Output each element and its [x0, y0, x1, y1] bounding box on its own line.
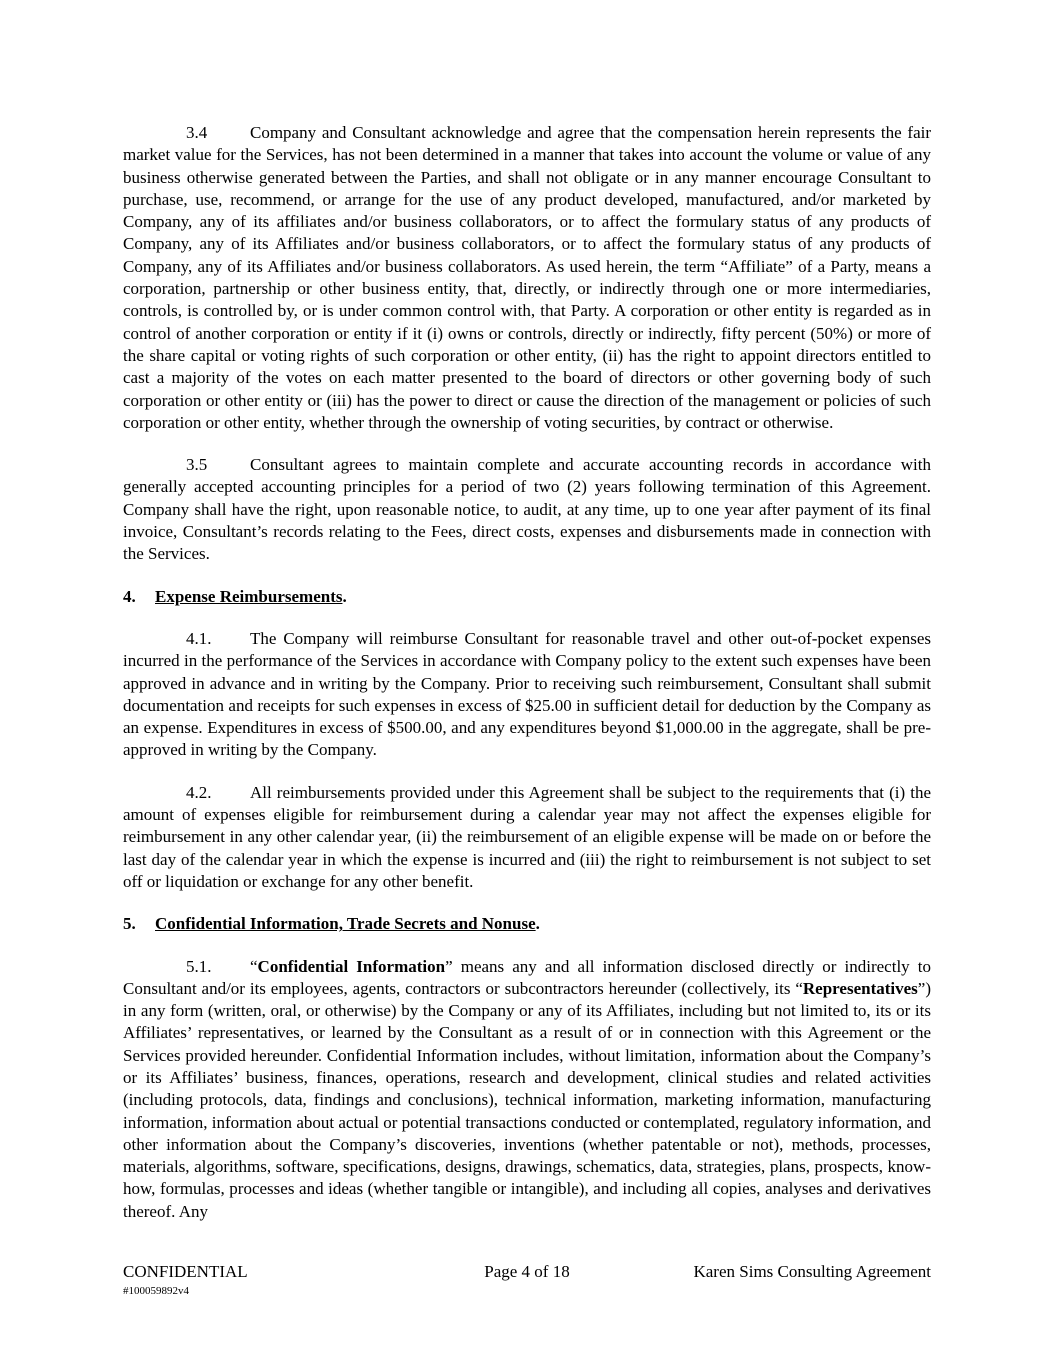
paragraph-4-1 — [123, 628, 931, 762]
footer-document-title: Karen Sims Consulting Agreement — [693, 1262, 931, 1281]
defined-term-representatives: Representatives — [802, 978, 918, 998]
section-title-4-period: . — [342, 586, 347, 606]
document-body — [123, 122, 931, 1243]
section-heading-4 — [123, 586, 931, 608]
paragraph-4-1-text: The Company will reimburse Consultant for reasonable travel and other out-of-pocket expenses incurred in the performance of the Services in accordance with Company policy to the extent such expenses have been approved in advance and in writing by the Company. Prior to receiving such reimbursement, Consultant shall submit documentation and receipts for such expenses in excess of $25.00 in sufficient detail for deduction by the Company as an expense. Expenditures in excess of $500.00, and any expenditures beyond $1,000.00 in the aggregate, shall be pre-approved in writing by the Company. — [123, 628, 931, 760]
defined-term-confidential-information: Confidential Information — [257, 956, 446, 976]
paragraph-3-5-text: Consultant agrees to maintain complete and accurate accounting records in accordance with generally accepted accounting principles for a period of two (2) years following termination of this Agreement. Company shall have the right, upon reasonable notice, to audit, at any time, up to one year after payment of its final invoice, Consultant’s records relating to the Fees, direct costs, expenses and disbursements made in connection with the Services. — [123, 455, 931, 564]
footer-document-number: #100059892v4 — [123, 1285, 189, 1297]
section-number-4-2: 4.2. — [186, 782, 212, 802]
section-number-5-1: 5.1. — [186, 956, 212, 976]
paragraph-3-4-text: Company and Consultant acknowledge and agree that the compensation herein represents the fair market value for the Services, has not been determined in a manner that takes into account the volume or value of any business otherwise generated between the Parties, and shall not obligate or in any manner encourage Consultant to purchase, use, recommend, or arrange for the use of any product developed, manufactured, and/or marketed by Company, any of its affiliates and/or business collaborators, or to affect the formulary status of any products of Company, any of its Affiliates and/or business collaborators, or to affect the formulary status of any products of Company, any of its Affiliates and/or business collaborators. As used herein, the term “Affiliate” of a Party, means a corporation, partnership or other business entity, that, directly, or indirectly through one or more intermediaries, controls, is controlled by, or is under common control with, that Party. A corporation or other entity is regarded as in control of another corporation or entity if it (i) owns or controls, directly or indirectly, fifty percent (50%) or more of the share capital or voting rights of such corporation or other entity, (ii) has the right to appoint directors entitled to cast a majority of the votes on each matter presented to the board of directors or other governing body of such corporation or other entity or (iii) has the power to direct or cause the direction of the management or policies of such corporation or other entity, whether through the ownership of voting securities, by contract or otherwise. — [123, 123, 931, 432]
section-title-5-period: . — [535, 914, 540, 934]
paragraph-4-2-text: All reimbursements provided under this Agreement shall be subject to the requirements that (i) the amount of expenses eligible for reimbursement during a calendar year may not affect the expenses eligible for reimbursement in any other calendar year, (ii) the reimbursement of an eligible expense will be made on or before the last day of the calendar year in which the expense is incurred and (iii) the right to reimbursement is not subject to set off or liquidation or exchange for any other benefit. — [123, 782, 931, 891]
paragraph-5-1-text-rest: ”) in any form (written, oral, or otherwise) by the Company or any of its Affiliates, including but not limited to, its or its Affiliates’ representatives, or learned by the Consultant as a result of or in connection with this Agreement or the Services provided hereunder. Confidential Information includes, without limitation, information about the Company’s or its Affiliates’ business, finances, operations, research and development, clinical studies and related activities (including protocols, data, findings and conclusions), technical information, marketing information, manufacturing information, information about actual or potential transactions conducted or contemplated, regulatory information, and other information about the Company’s discoveries, inventions (whether patentable or not), methods, processes, materials, algorithms, software, specifications, designs, drawings, schematics, data, strategies, plans, prospects, know-how, formulas, processes and ideas (whether tangible or intangible), and including all copies, analyses and derivatives thereof. Any — [123, 978, 931, 1221]
footer-confidential-label: CONFIDENTIAL — [123, 1262, 248, 1281]
paragraph-3-5 — [123, 454, 931, 565]
section-title-5: Confidential Information, Trade Secrets and Nonuse — [155, 914, 536, 934]
section-number-5: 5. — [123, 914, 136, 934]
section-heading-5 — [123, 913, 931, 935]
section-number-3-5: 3.5 — [186, 455, 208, 475]
paragraph-3-4 — [123, 122, 931, 434]
page-footer — [123, 1261, 931, 1298]
section-number-4: 4. — [123, 586, 136, 606]
section-number-4-1: 4.1. — [186, 628, 212, 648]
paragraph-4-2 — [123, 782, 931, 893]
section-number-3-4: 3.4 — [186, 123, 208, 142]
paragraph-5-1-text-mid: ” means any and all information disclosed directly or indirectly to Consultant and/or its employees, agents, contractors or subcontractors hereunder (collectively, its “ — [123, 956, 931, 998]
section-title-4: Expense Reimbursements — [155, 586, 343, 606]
footer-row — [123, 1261, 931, 1284]
footer-page-number: Page 4 of 18 — [484, 1262, 570, 1281]
paragraph-5-1-open-quote: “ — [250, 956, 258, 976]
paragraph-5-1 — [123, 956, 931, 1224]
